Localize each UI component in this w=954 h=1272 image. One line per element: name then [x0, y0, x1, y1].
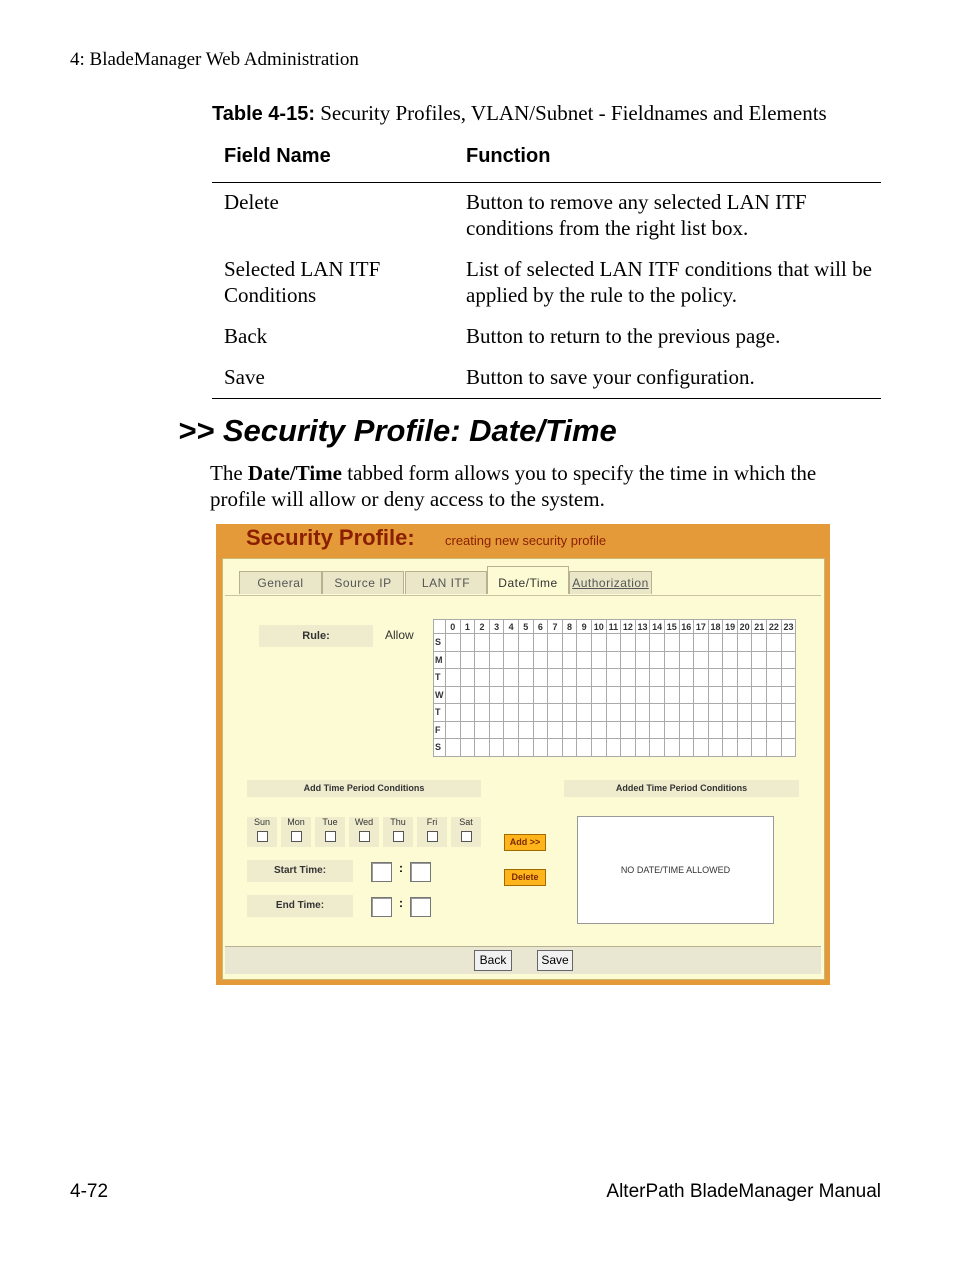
grid-cell[interactable] [577, 686, 592, 704]
grid-cell[interactable] [606, 651, 621, 669]
grid-cell[interactable] [475, 669, 490, 687]
add-conditions-label: Add Time Period Conditions [247, 780, 481, 797]
weekday-label: Tue [322, 817, 338, 827]
hour-header: 14 [650, 620, 665, 634]
grid-cell[interactable] [446, 651, 461, 669]
grid-cell[interactable] [577, 669, 592, 687]
hour-header: 13 [635, 620, 650, 634]
grid-day-row [434, 721, 796, 739]
grid-cell[interactable] [591, 686, 606, 704]
grid-cell[interactable] [460, 634, 475, 652]
hour-header: 17 [694, 620, 709, 634]
hour-header: 5 [518, 620, 533, 634]
grid-cell[interactable] [767, 651, 782, 669]
grid-cell[interactable] [752, 669, 767, 687]
grid-cell[interactable] [635, 669, 650, 687]
grid-cell[interactable] [621, 739, 636, 757]
grid-cell[interactable] [591, 739, 606, 757]
grid-cell[interactable] [504, 704, 519, 722]
row-field: Save [224, 365, 265, 389]
grid-cell[interactable] [650, 721, 665, 739]
hour-header: 22 [767, 620, 782, 634]
grid-cell[interactable] [679, 686, 694, 704]
hour-header: 18 [708, 620, 723, 634]
grid-cell[interactable] [562, 669, 577, 687]
grid-cell[interactable] [621, 651, 636, 669]
grid-cell[interactable] [562, 651, 577, 669]
weekday-label: Fri [426, 817, 438, 827]
save-button[interactable]: Save [537, 950, 573, 971]
tab-source-ip[interactable]: Source IP [322, 571, 404, 594]
grid-cell[interactable] [737, 721, 752, 739]
end-hour-input[interactable] [371, 897, 392, 917]
table-row [212, 189, 881, 241]
grid-cell[interactable] [635, 739, 650, 757]
grid-cell[interactable] [752, 721, 767, 739]
form-panel [222, 558, 825, 980]
grid-cell[interactable] [504, 739, 519, 757]
table-caption [212, 101, 827, 126]
grid-day-row [434, 704, 796, 722]
grid-cell[interactable] [489, 651, 504, 669]
intro-text-after: tabbed form allows you to specify the time in which the profile will allow or deny access to the system. [210, 461, 817, 511]
column-header-field-name: Field Name [224, 145, 331, 167]
grid-cell[interactable] [635, 651, 650, 669]
empty-list-text: NO DATE/TIME ALLOWED [620, 865, 731, 875]
grid-cell[interactable] [767, 686, 782, 704]
grid-cell[interactable] [548, 721, 563, 739]
table-caption-text: Security Profiles, VLAN/Subnet - Fieldnames and Elements [315, 101, 827, 125]
grid-cell[interactable] [533, 651, 548, 669]
grid-cell[interactable] [723, 704, 738, 722]
weekday-label: Mon [287, 817, 305, 827]
tab-date-time[interactable]: Date/Time [487, 566, 569, 594]
grid-day-row [434, 634, 796, 652]
grid-cell[interactable] [606, 721, 621, 739]
intro-bold-term: Date/Time [247, 461, 342, 485]
grid-cell[interactable] [737, 669, 752, 687]
grid-cell[interactable] [504, 686, 519, 704]
grid-cell[interactable] [518, 721, 533, 739]
hour-header: 15 [664, 620, 679, 634]
rule-label: Rule: [259, 625, 373, 647]
grid-cell[interactable] [621, 634, 636, 652]
day-header: F [434, 721, 446, 739]
weekday-label: Thu [390, 817, 406, 827]
table-body [212, 183, 881, 399]
grid-cell[interactable] [781, 651, 796, 669]
grid-cell[interactable] [475, 634, 490, 652]
grid-cell[interactable] [752, 651, 767, 669]
row-field: Back [224, 324, 268, 348]
running-head: 4: BladeManager Web Administration [70, 49, 359, 70]
grid-cell[interactable] [737, 704, 752, 722]
grid-cell[interactable] [577, 704, 592, 722]
table-row [212, 256, 881, 308]
grid-cell[interactable] [460, 651, 475, 669]
grid-cell[interactable] [635, 686, 650, 704]
security-profile-screenshot [216, 524, 830, 985]
grid-cell[interactable] [679, 651, 694, 669]
day-header: S [434, 739, 446, 757]
end-time-label: End Time: [247, 895, 353, 917]
grid-cell[interactable] [679, 669, 694, 687]
grid-cell[interactable] [518, 634, 533, 652]
hour-header: 12 [621, 620, 636, 634]
tab-general[interactable]: General [239, 571, 322, 594]
grid-cell[interactable] [781, 686, 796, 704]
row-function: Button to remove any selected LAN ITF conditions from the right list box. [466, 190, 807, 240]
grid-cell[interactable] [489, 669, 504, 687]
grid-cell[interactable] [694, 634, 709, 652]
grid-cell[interactable] [708, 721, 723, 739]
grid-cell[interactable] [489, 739, 504, 757]
grid-cell[interactable] [591, 721, 606, 739]
grid-cell[interactable] [621, 686, 636, 704]
grid-cell[interactable] [446, 739, 461, 757]
grid-cell[interactable] [737, 651, 752, 669]
grid-cell[interactable] [679, 704, 694, 722]
grid-cell[interactable] [489, 634, 504, 652]
grid-cell[interactable] [679, 739, 694, 757]
grid-cell[interactable] [548, 651, 563, 669]
grid-cell[interactable] [694, 721, 709, 739]
grid-cell[interactable] [533, 721, 548, 739]
grid-cell[interactable] [708, 669, 723, 687]
grid-cell[interactable] [621, 721, 636, 739]
grid-cell[interactable] [504, 651, 519, 669]
grid-cell[interactable] [533, 739, 548, 757]
grid-cell[interactable] [752, 634, 767, 652]
row-function: Button to return to the previous page. [466, 324, 781, 348]
grid-day-row [434, 651, 796, 669]
weekday-sat [451, 817, 481, 847]
column-header-function: Function [466, 145, 551, 167]
grid-cell[interactable] [664, 651, 679, 669]
grid-cell[interactable] [548, 704, 563, 722]
grid-cell[interactable] [475, 739, 490, 757]
hour-header: 16 [679, 620, 694, 634]
grid-cell[interactable] [708, 686, 723, 704]
weekday-wed [349, 817, 379, 847]
grid-cell[interactable] [664, 739, 679, 757]
grid-cell[interactable] [694, 739, 709, 757]
row-function: Button to save your configuration. [466, 365, 755, 389]
grid-cell[interactable] [650, 651, 665, 669]
grid-cell[interactable] [518, 686, 533, 704]
grid-cell[interactable] [548, 739, 563, 757]
added-conditions-list[interactable] [577, 816, 774, 924]
weekday-tue [315, 817, 345, 847]
start-time-separator: : [399, 861, 403, 875]
hour-header: 0 [446, 620, 461, 634]
grid-cell[interactable] [606, 739, 621, 757]
weekday-label: Sun [253, 817, 270, 827]
grid-cell[interactable] [781, 721, 796, 739]
page-number: 4-72 [70, 1181, 109, 1202]
hour-day-grid[interactable] [433, 619, 796, 757]
grid-cell[interactable] [489, 721, 504, 739]
grid-corner [434, 620, 446, 634]
grid-cell[interactable] [504, 721, 519, 739]
grid-cell[interactable] [781, 669, 796, 687]
hour-header: 1 [460, 620, 475, 634]
sun-checkbox[interactable] [257, 831, 268, 842]
grid-cell[interactable] [694, 704, 709, 722]
button-bar [225, 946, 821, 974]
grid-cell[interactable] [679, 721, 694, 739]
grid-cell[interactable] [737, 739, 752, 757]
grid-cell[interactable] [446, 686, 461, 704]
thu-checkbox[interactable] [393, 831, 404, 842]
grid-cell[interactable] [548, 686, 563, 704]
grid-cell[interactable] [460, 669, 475, 687]
grid-table[interactable] [433, 619, 796, 757]
grid-cell[interactable] [489, 704, 504, 722]
grid-cell[interactable] [708, 739, 723, 757]
grid-cell[interactable] [504, 634, 519, 652]
grid-cell[interactable] [650, 739, 665, 757]
grid-cell[interactable] [591, 704, 606, 722]
day-header: M [434, 651, 446, 669]
grid-cell[interactable] [694, 686, 709, 704]
grid-cell[interactable] [606, 634, 621, 652]
grid-cell[interactable] [446, 634, 461, 652]
grid-cell[interactable] [767, 739, 782, 757]
grid-cell[interactable] [591, 651, 606, 669]
grid-cell[interactable] [518, 739, 533, 757]
grid-cell[interactable] [446, 721, 461, 739]
grid-cell[interactable] [606, 686, 621, 704]
hour-header: 6 [533, 620, 548, 634]
grid-hour-row [434, 620, 796, 634]
grid-cell[interactable] [708, 651, 723, 669]
grid-cell[interactable] [518, 704, 533, 722]
row-field: Delete [224, 190, 279, 214]
row-function: List of selected LAN ITF conditions that will be applied by the rule to the policy. [466, 257, 872, 307]
sat-checkbox[interactable] [461, 831, 472, 842]
weekday-fri [417, 817, 447, 847]
grid-cell[interactable] [562, 721, 577, 739]
grid-cell[interactable] [767, 634, 782, 652]
grid-cell[interactable] [518, 651, 533, 669]
grid-day-row [434, 686, 796, 704]
weekday-mon [281, 817, 311, 847]
hour-header: 8 [562, 620, 577, 634]
grid-cell[interactable] [664, 721, 679, 739]
start-time-label: Start Time: [247, 860, 353, 882]
grid-cell[interactable] [518, 669, 533, 687]
end-time-separator: : [399, 896, 403, 910]
day-header: T [434, 704, 446, 722]
tue-checkbox[interactable] [325, 831, 336, 842]
intro-text-before: The [210, 461, 248, 485]
grid-cell[interactable] [533, 669, 548, 687]
grid-cell[interactable] [475, 651, 490, 669]
grid-cell[interactable] [460, 721, 475, 739]
grid-day-row [434, 669, 796, 687]
hour-header: 7 [548, 620, 563, 634]
screenshot-title: Security Profile: [246, 525, 415, 550]
grid-cell[interactable] [737, 634, 752, 652]
add-button[interactable]: Add >> [504, 834, 546, 851]
grid-cell[interactable] [606, 704, 621, 722]
grid-cell[interactable] [781, 704, 796, 722]
grid-cell[interactable] [723, 669, 738, 687]
hour-header: 19 [723, 620, 738, 634]
hour-header: 10 [591, 620, 606, 634]
weekday-sun [247, 817, 277, 847]
grid-cell[interactable] [548, 634, 563, 652]
grid-cell[interactable] [562, 686, 577, 704]
hour-header: 3 [489, 620, 504, 634]
grid-cell[interactable] [562, 704, 577, 722]
start-hour-input[interactable] [371, 862, 392, 882]
tab-divider [225, 595, 821, 596]
grid-cell[interactable] [533, 686, 548, 704]
grid-cell[interactable] [533, 634, 548, 652]
intro-paragraph [210, 460, 870, 512]
grid-cell[interactable] [752, 704, 767, 722]
hour-header: 4 [504, 620, 519, 634]
rule-value: Allow [385, 628, 414, 642]
start-minute-input[interactable] [410, 862, 431, 882]
fri-checkbox[interactable] [427, 831, 438, 842]
grid-cell[interactable] [708, 704, 723, 722]
row-field: Selected LAN ITF Conditions [224, 257, 381, 307]
weekday-label: Sat [459, 817, 473, 827]
weekday-label: Wed [354, 817, 374, 827]
grid-cell[interactable] [577, 651, 592, 669]
weekday-thu [383, 817, 413, 847]
grid-cell[interactable] [591, 634, 606, 652]
grid-cell[interactable] [591, 669, 606, 687]
grid-cell[interactable] [781, 739, 796, 757]
section-heading: >> Security Profile: Date/Time [178, 413, 617, 448]
grid-cell[interactable] [694, 651, 709, 669]
grid-cell[interactable] [562, 739, 577, 757]
grid-cell[interactable] [577, 721, 592, 739]
grid-cell[interactable] [694, 669, 709, 687]
table-row [212, 323, 881, 349]
grid-cell[interactable] [650, 704, 665, 722]
grid-cell[interactable] [752, 686, 767, 704]
hour-header: 20 [737, 620, 752, 634]
grid-cell[interactable] [708, 634, 723, 652]
grid-cell[interactable] [635, 704, 650, 722]
grid-cell[interactable] [475, 686, 490, 704]
added-conditions-label: Added Time Period Conditions [564, 780, 799, 797]
grid-cell[interactable] [781, 634, 796, 652]
grid-cell[interactable] [752, 739, 767, 757]
grid-cell[interactable] [650, 669, 665, 687]
grid-cell[interactable] [723, 651, 738, 669]
grid-cell[interactable] [475, 704, 490, 722]
grid-cell[interactable] [562, 634, 577, 652]
hour-header: 23 [781, 620, 796, 634]
grid-cell[interactable] [460, 739, 475, 757]
delete-button[interactable]: Delete [504, 869, 546, 886]
grid-cell[interactable] [723, 686, 738, 704]
grid-cell[interactable] [664, 686, 679, 704]
grid-cell[interactable] [635, 634, 650, 652]
grid-cell[interactable] [446, 704, 461, 722]
grid-cell[interactable] [723, 721, 738, 739]
manual-title: AlterPath BladeManager Manual [606, 1181, 881, 1202]
back-button[interactable]: Back [474, 950, 512, 971]
tab-authorization[interactable]: Authorization [569, 571, 652, 594]
grid-cell[interactable] [504, 669, 519, 687]
grid-cell[interactable] [548, 669, 563, 687]
grid-cell[interactable] [664, 669, 679, 687]
grid-cell[interactable] [475, 721, 490, 739]
tab-lan-itf[interactable]: LAN ITF [405, 571, 487, 594]
grid-cell[interactable] [650, 634, 665, 652]
screenshot-subtitle: creating new security profile [445, 533, 607, 548]
grid-cell[interactable] [489, 686, 504, 704]
grid-cell[interactable] [635, 721, 650, 739]
grid-cell[interactable] [767, 704, 782, 722]
grid-cell[interactable] [664, 634, 679, 652]
grid-cell[interactable] [577, 739, 592, 757]
grid-cell[interactable] [621, 669, 636, 687]
grid-cell[interactable] [737, 686, 752, 704]
grid-cell[interactable] [723, 634, 738, 652]
grid-day-row [434, 739, 796, 757]
grid-cell[interactable] [460, 704, 475, 722]
grid-cell[interactable] [679, 634, 694, 652]
grid-cell[interactable] [460, 686, 475, 704]
day-header: W [434, 686, 446, 704]
day-header: T [434, 669, 446, 687]
grid-cell[interactable] [650, 686, 665, 704]
hour-header: 21 [752, 620, 767, 634]
grid-cell[interactable] [767, 669, 782, 687]
grid-cell[interactable] [621, 704, 636, 722]
day-header: S [434, 634, 446, 652]
end-minute-input[interactable] [410, 897, 431, 917]
hour-header: 2 [475, 620, 490, 634]
grid-cell[interactable] [446, 669, 461, 687]
grid-cell[interactable] [664, 704, 679, 722]
grid-cell[interactable] [533, 704, 548, 722]
grid-cell[interactable] [767, 721, 782, 739]
field-table [212, 140, 881, 399]
grid-cell[interactable] [577, 634, 592, 652]
grid-cell[interactable] [606, 669, 621, 687]
grid-cell[interactable] [723, 739, 738, 757]
hour-header: 11 [606, 620, 621, 634]
mon-checkbox[interactable] [291, 831, 302, 842]
wed-checkbox[interactable] [359, 831, 370, 842]
table-caption-label: Table 4-15: [212, 103, 315, 125]
table-row [212, 364, 881, 390]
table-header-row [212, 140, 881, 183]
hour-header: 9 [577, 620, 592, 634]
